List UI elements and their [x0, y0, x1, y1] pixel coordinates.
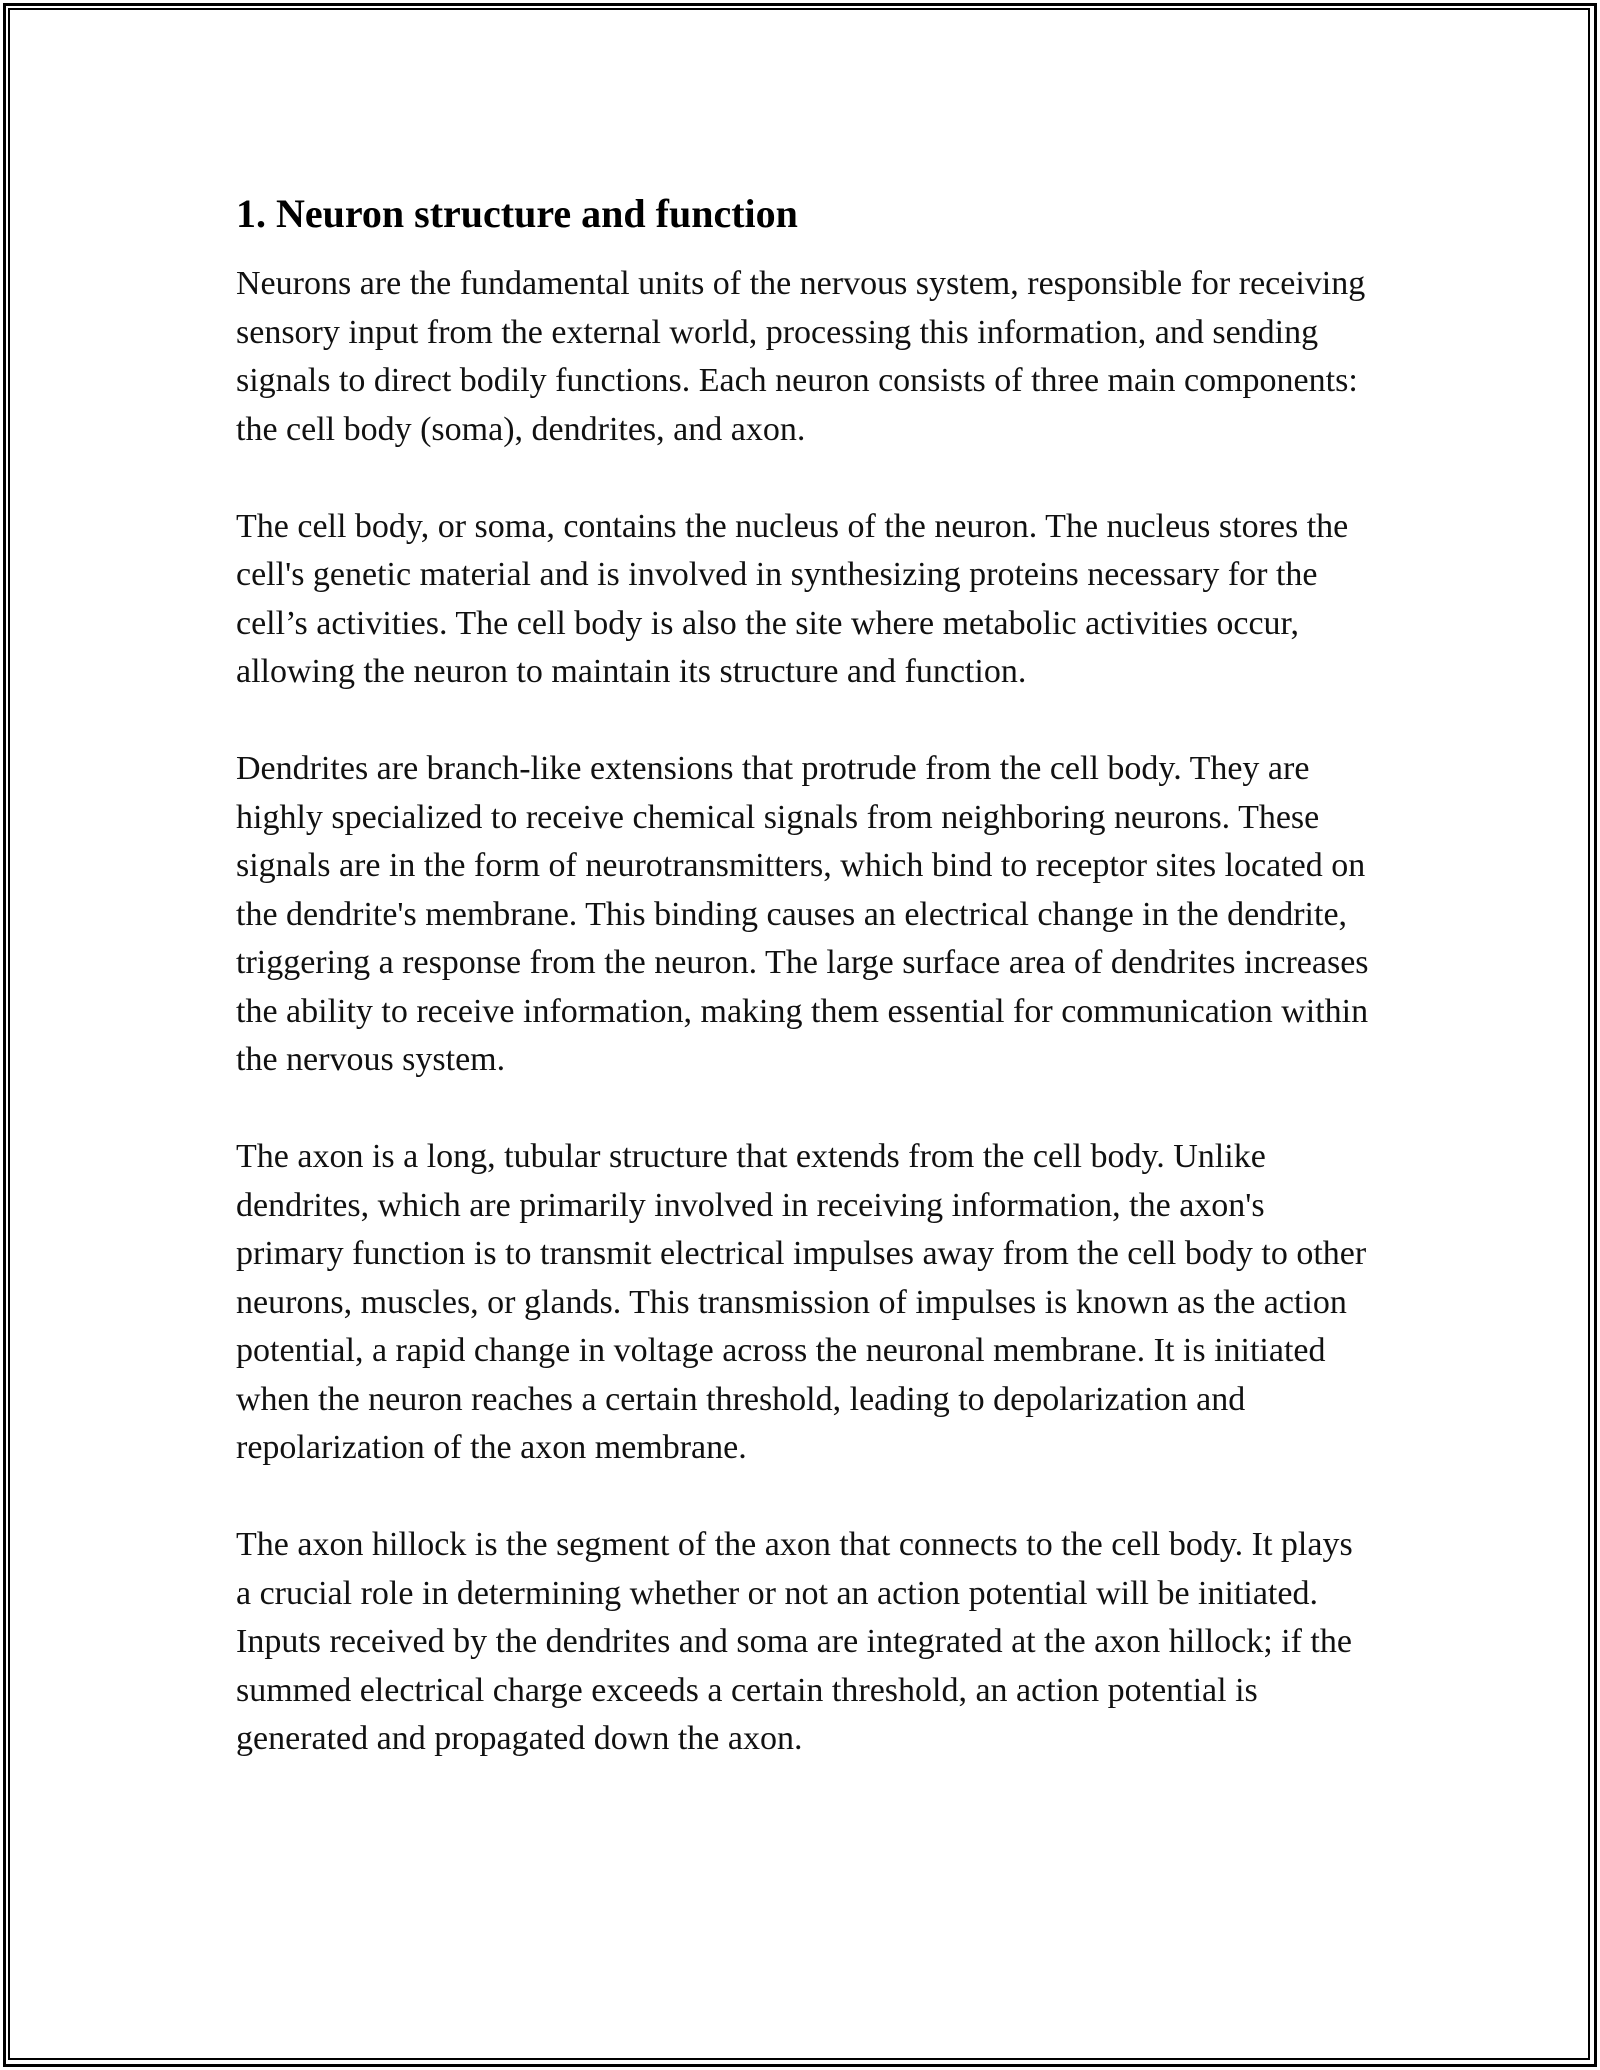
paragraph-neurons-intro: Neurons are the fundamental units of the nervous system, responsible for receiving sensory input from the external world, processing this information, and sending signals to direct bodily functions. Each neuron consists of three main components: the cell body (soma), dendrites, and axon. [236, 265, 1366, 448]
paragraph-axon-hillock: The axon hillock is the segment of the axon that connects to the cell body. It plays a crucial role in determining whether or not an action potential will be initiated. Inputs received by the dendrites and soma are integrated at the axon hillock; if the summed electrical charge exceeds a certain threshold, an action potential is generated and propagated down the axon. [236, 1526, 1353, 1757]
paragraph-cell-body: The cell body, or soma, contains the nucleus of the neuron. The nucleus stores the cell's genetic material and is involved in synthesizing proteins necessary for the cell’s activities. The cell body is also the site where metabolic activities occur, allowing the neuron to maintain its structure and function. [236, 507, 1349, 690]
section-heading: 1. Neuron structure and function [236, 191, 798, 236]
document-body [236, 188, 1376, 1812]
paragraph-dendrites: Dendrites are branch-like extensions that protrude from the cell body. They are highly specialized to receive chemical signals from neighboring neurons. These signals are in the form of neurotransmitters, which bind to receptor sites located on the dendrite's membrane. This binding causes an electrical change in the dendrite, triggering a response from the neuron. The large surface area of dendrites increases the ability to receive information, making them essential for communication within the nervous system. [236, 750, 1369, 1078]
paragraph-axon: The axon is a long, tubular structure that extends from the cell body. Unlike dendrites, which are primarily involved in receiving information, the axon's primary function is to transmit electrical impulses away from the cell body to other neurons, muscles, or glands. This transmission of impulses is known as the action potential, a rapid change in voltage across the neuronal membrane. It is initiated when the neuron reaches a certain threshold, leading to depolarization and repolarization of the axon membrane. [236, 1138, 1367, 1466]
